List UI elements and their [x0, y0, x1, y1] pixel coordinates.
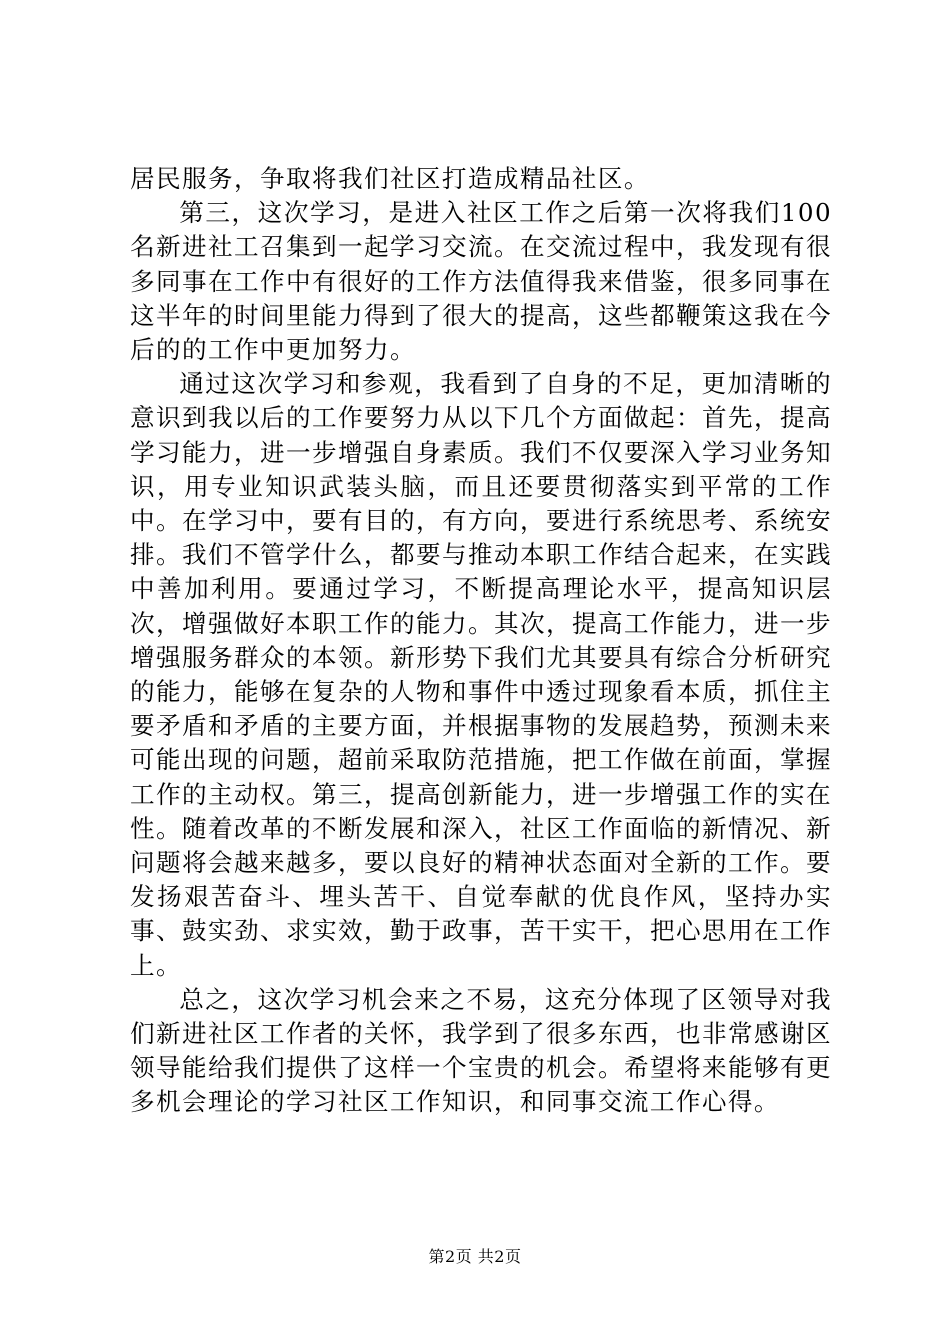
document-body: [130, 162, 832, 1120]
page-footer: 第2页 共2页: [428, 1247, 522, 1266]
paragraph-2: 第三，这次学习，是进入社区工作之后第一次将我们100名新进社工召集到一起学习交流。在交流过程中，我发现有很多同事在工作中有很好的工作方法值得我来借鉴，很多同事在这半年的时间里能力得到了很大的提高，这些都鞭策这我在今后的的工作中更加努力。: [130, 198, 832, 365]
paragraph-3: 通过这次学习和参观，我看到了自身的不足，更加清晰的意识到我以后的工作要努力从以下几个方面做起：首先，提高学习能力，进一步增强自身素质。我们不仅要深入学习业务知识，用专业知识武装头脑，而且还要贯彻落实到平常的工作中。在学习中，要有目的，有方向，要进行系统思考、系统安排。我们不管学什么，都要与推动本职工作结合起来，在实践中善加利用。要通过学习，不断提高理论水平，提高知识层次，增强做好本职工作的能力。其次，提高工作能力，进一步增强服务群众的本领。新形势下我们尤其要具有综合分析研究的能力，能够在复杂的人物和事件中透过现象看本质，抓住主要矛盾和矛盾的主要方面，并根据事物的发展趋势，预测未来可能出现的问题，超前采取防范措施，把工作做在前面，掌握工作的主动权。第三，提高创新能力，进一步增强工作的实在性。随着改革的不断发展和深入，社区工作面临的新情况、新问题将会越来越多，要以良好的精神状态面对全新的工作。要发扬艰苦奋斗、埋头苦干、自觉奉献的优良作风，坚持办实事、鼓实劲、求实效，勤于政事，苦干实干，把心思用在工作上。: [130, 369, 832, 980]
paragraph-4: 总之，这次学习机会来之不易，这充分体现了区领导对我们新进社区工作者的关怀，我学到了很多东西，也非常感谢区领导能给我们提供了这样一个宝贵的机会。希望将来能够有更多机会理论的学习社区工作知识，和同事交流工作心得。: [130, 984, 832, 1117]
paragraph-1: 居民服务，争取将我们社区打造成精品社区。: [130, 164, 650, 193]
